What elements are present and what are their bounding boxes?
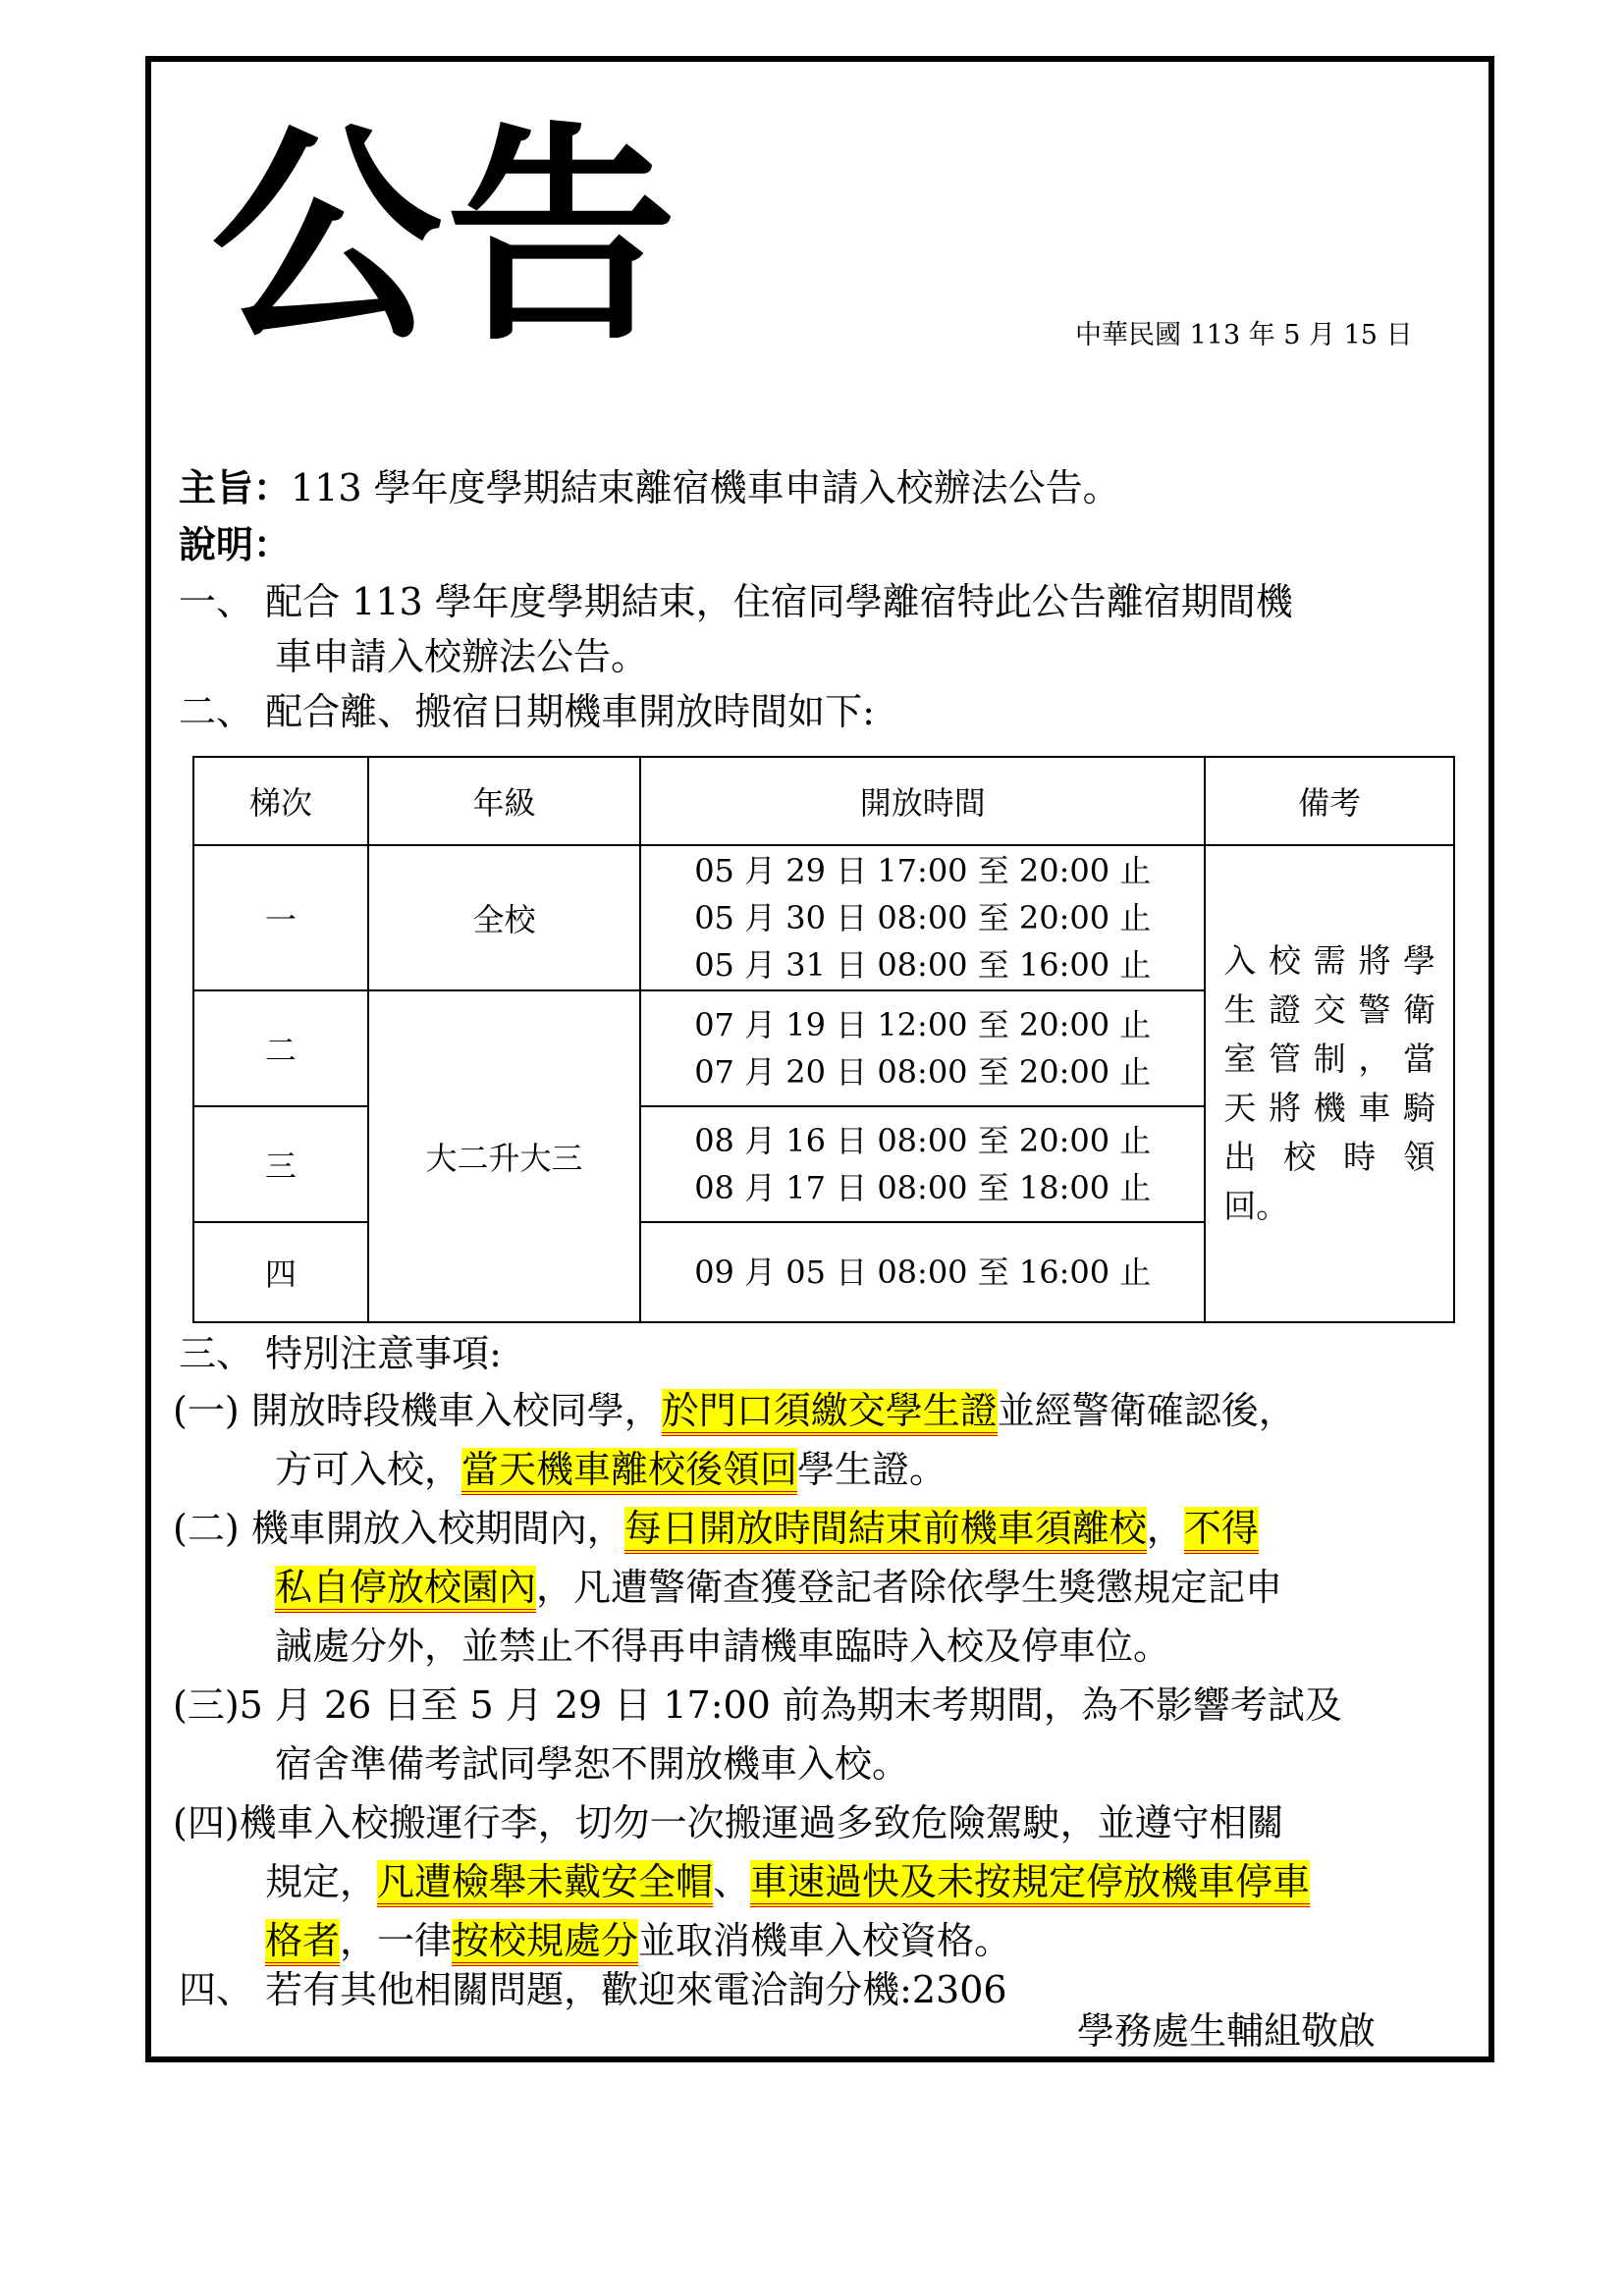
time-cell [640, 845, 1205, 990]
schedule-table [192, 756, 1455, 1323]
time-entry: 07 月 20 日 08:00 至 20:00 止 [694, 1053, 1152, 1091]
note2-line2 [275, 1566, 1283, 1609]
note1-pre: 方可入校， [275, 1448, 462, 1491]
table-header-row [193, 757, 1454, 845]
highlight: 車速過快及未按規定停放機車停車 [750, 1860, 1310, 1907]
item1-line1: 一、 配合 113 學年度學期結束，住宿同學離宿特此公告離宿期間機 [179, 580, 1293, 623]
note1-line2 [275, 1448, 947, 1491]
highlight: 格者 [265, 1919, 340, 1966]
note1-text: 並經警衛確認後， [997, 1389, 1296, 1432]
signature: 學務處生輔組敬啟 [1077, 2009, 1377, 2053]
grade-cell: 大二升大三 [368, 990, 641, 1322]
time-entry: 05 月 31 日 08:00 至 16:00 止 [694, 946, 1152, 984]
header-grade: 年級 [368, 757, 641, 845]
highlight: 於門口須繳交學生證 [662, 1389, 998, 1436]
batch-cell: 三 [193, 1106, 368, 1222]
note3-line2: 宿舍準備考試同學恕不開放機車入校。 [275, 1742, 910, 1786]
subject-label: 主旨： [179, 465, 292, 509]
note4-line2 [265, 1860, 1311, 1903]
note1-text: 學生證。 [797, 1448, 947, 1491]
note2-prefix: (二) 機車開放入校期間內， [173, 1507, 624, 1550]
note2-line1 [173, 1507, 1259, 1550]
batch-cell: 二 [193, 990, 368, 1106]
time-entry: 09 月 05 日 08:00 至 16:00 止 [694, 1254, 1152, 1291]
remark-line: 入校需將學 [1223, 941, 1435, 980]
note1-prefix: (一) 開放時段機車入校同學， [173, 1389, 662, 1432]
time-cell [640, 990, 1205, 1106]
note4-sep: 、 [713, 1860, 751, 1903]
item4-line: 四、 若有其他相關問題，歡迎來電洽詢分機:2306 [179, 1968, 1007, 2011]
highlight: 每日開放時間結束前機車須離校 [624, 1507, 1147, 1554]
subject-line [179, 465, 1120, 509]
notice-date: 中華民國 113 年 5 月 15 日 [1075, 320, 1413, 350]
note4-line1: (四)機車入校搬運行李，切勿一次搬運過多致危險駕駛，並遵守相關 [173, 1801, 1284, 1844]
table-row [193, 845, 1454, 990]
description-label: 說明： [179, 522, 292, 566]
time-entry: 07 月 19 日 12:00 至 20:00 止 [694, 1006, 1152, 1043]
remark-cell [1205, 845, 1454, 1322]
time-entry: 08 月 17 日 08:00 至 18:00 止 [694, 1169, 1152, 1206]
header-time: 開放時間 [640, 757, 1205, 845]
highlight: 凡遭檢舉未戴安全帽 [377, 1860, 713, 1907]
remark-line: 出 校 時 領 [1223, 1138, 1435, 1176]
note4-pre: 規定， [265, 1860, 378, 1903]
note4-text: ，一律 [340, 1919, 453, 1962]
highlight: 按校規處分 [452, 1919, 638, 1966]
note3-line1: (三)5 月 26 日至 5 月 29 日 17:00 前為期末考期間，為不影響考試及 [173, 1683, 1342, 1727]
header-remark: 備考 [1205, 757, 1454, 845]
batch-cell: 一 [193, 845, 368, 990]
time-entry: 05 月 29 日 17:00 至 20:00 止 [694, 852, 1152, 889]
highlight: 私自停放校園內 [275, 1566, 536, 1613]
notice-title: 公告 [211, 104, 680, 372]
note4-line3 [265, 1919, 1012, 1962]
time-entry: 05 月 30 日 08:00 至 20:00 止 [694, 899, 1152, 936]
highlight: 不得 [1184, 1507, 1259, 1554]
note2-text: ，凡遭警衛查獲登記者除依學生獎懲規定記申 [536, 1566, 1283, 1609]
note4-text: 並取消機車入校資格。 [638, 1919, 1012, 1962]
grade-cell: 全校 [368, 845, 641, 990]
subject-text: 113 學年度學期結束離宿機車申請入校辦法公告。 [291, 466, 1120, 509]
note2-sep: ， [1146, 1507, 1184, 1550]
time-cell [640, 1222, 1205, 1322]
remark-line: 室管制，當 [1223, 1040, 1435, 1078]
header-batch: 梯次 [193, 757, 368, 845]
note1-line1 [173, 1389, 1296, 1432]
item2-line: 二、 配合離、搬宿日期機車開放時間如下: [179, 690, 875, 733]
highlight: 當天機車離校後領回 [461, 1448, 797, 1495]
remark-line: 天將機車騎 [1223, 1089, 1435, 1127]
batch-cell: 四 [193, 1222, 368, 1322]
time-entry: 08 月 16 日 08:00 至 20:00 止 [694, 1122, 1152, 1159]
time-cell [640, 1106, 1205, 1222]
item1-line2: 車申請入校辦法公告。 [275, 635, 649, 678]
remark-line: 回。 [1223, 1187, 1289, 1225]
notes-heading: 三、 特別注意事項: [179, 1332, 502, 1375]
remark-line: 生證交警衛 [1223, 990, 1435, 1029]
note2-line3: 誡處分外，並禁止不得再申請機車臨時入校及停車位。 [275, 1625, 1171, 1668]
